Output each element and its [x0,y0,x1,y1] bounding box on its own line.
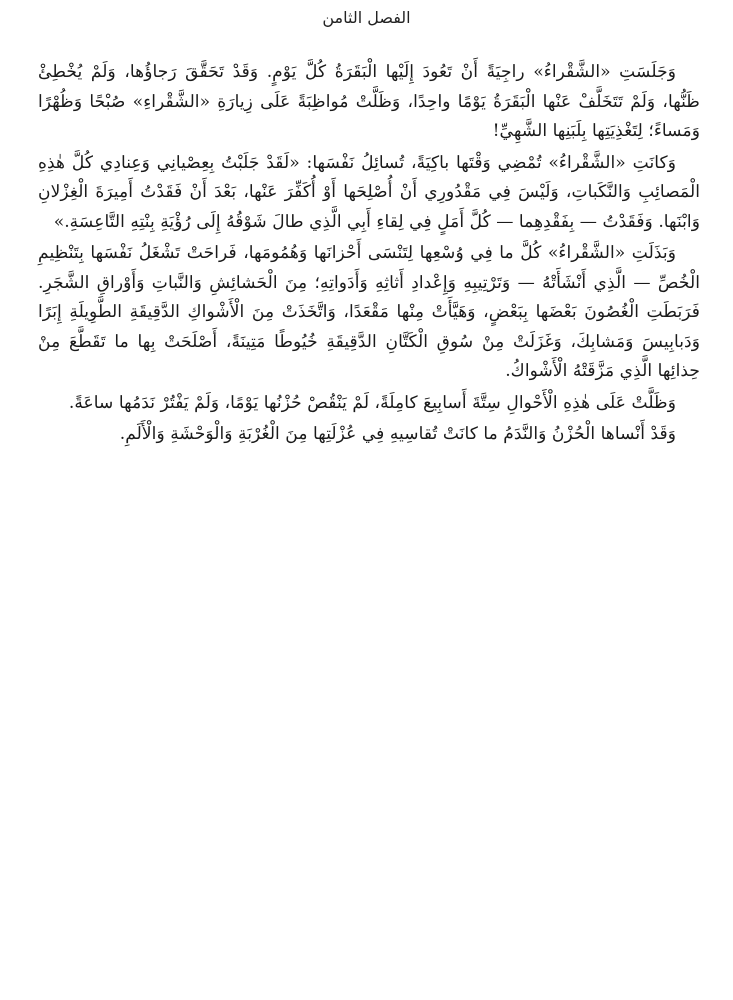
paragraph: وَكانَتِ «الشَّقْراءُ» تُمْضِي وَقْتَها باكِيَةً، تُسائِلُ نَفْسَها: «لَقَدْ جَلَبْتُ بِعِصْيانِي وَعِنادِي كُلَّ هٰذِهِ الْمَصائِبِ وَالنَّكَباتِ، وَلَيْسَ فِي مَقْدُورِي أَنْ أُصْلِحَها أَوْ أُكَفِّرَ عَنْها، بَعْدَ أَنْ فَقَدْتُ أَمِيرَةَ الْغِزْلانِ وَابْنَها. وَفَقَدْتُ — بِفَقْدِهِما — كُلَّ أَمَلٍ فِي لِقاءِ أَبِي الَّذِي طالَ شَوْقُهُ إِلَى رُؤْيَةِ بِنْتِهِ التَّاعِسَةِ.» [38,152,700,232]
chapter-body [38,58,700,452]
paragraph: وَبَذَلَتِ «الشَّقْراءُ» كُلَّ ما فِي وُسْعِها لِتَنْسَى أَحْزانَها وَهُمُومَها، فَراحَتْ تَشْغَلُ نَفْسَها بِتَنْظِيمِ الْخُصِّ — الَّذِي أَنْشَأَتْهُ — وَتَرْتِيبِهِ وَإِعْدادِ أَثاثِهِ وَأَدَواتِهِ؛ مِنَ الْحَشائِشِ وَالنَّباتِ وَأَوْراقِ الشَّجَرِ. فَرَبَطَتِ الْغُصُونَ بَعْضَها بِبَعْضٍ، وَهَيَّأَتْ مِنْها مَقْعَدًا، وَاتَّخَذَتْ مِنَ الْأَشْواكِ الدَّقِيقَةِ الطَّوِيلَةِ إِبَرًا وَدَبابِيسَ وَمَشابِكَ، وَغَزَلَتْ مِنْ سُوقِ الْكَتَّانِ الدَّقِيقَةِ خُيُوطًا مَتِينَةً، أَصْلَحَتْ بِها ما تَقَطَّعَ مِنْ حِذائِها الَّذِي مَزَّقَتْهُ الْأَشْواكُ. [38,243,700,381]
chapter-title: الفصل الثامن [322,8,411,27]
paragraph: وَظَلَّتْ عَلَى هٰذِهِ الْأَحْوالِ سِتَّةَ أَسابِيعَ كامِلَةً، لَمْ يَنْقُصْ حُزْنُها يَوْمًا، وَلَمْ يَفْتُرْ نَدَمُها ساعَةً. [68,392,676,413]
paragraph: وَجَلَسَتِ «الشَّقْراءُ» راجِيَةً أَنْ تَعُودَ إِلَيْها الْبَقَرَةُ كُلَّ يَوْمٍ. وَقَدْ تَحَقَّقَ رَجاؤُها، وَلَمْ يُخْطِئْ ظَنُّها، وَلَمْ تَتَخَلَّفْ عَنْها الْبَقَرَةُ يَوْمًا واحِدًا، وَظَلَّتْ مُواظِبَةً عَلَى زِيارَةِ «الشَّقْراءِ» صُبْحًا وَظُهْرًا وَمَساءً؛ لِتَغْذِيَتِها بِلَبَنِها الشَّهِيِّ! [38,62,700,141]
paragraph: وَقَدْ أَنْساها الْحُزْنُ وَالنَّدَمُ ما كانَتْ تُقاسِيهِ فِي عُزْلَتِها مِنَ الْغُرْبَةِ وَالْوَحْشَةِ وَالْأَلَمِ. [119,424,676,444]
